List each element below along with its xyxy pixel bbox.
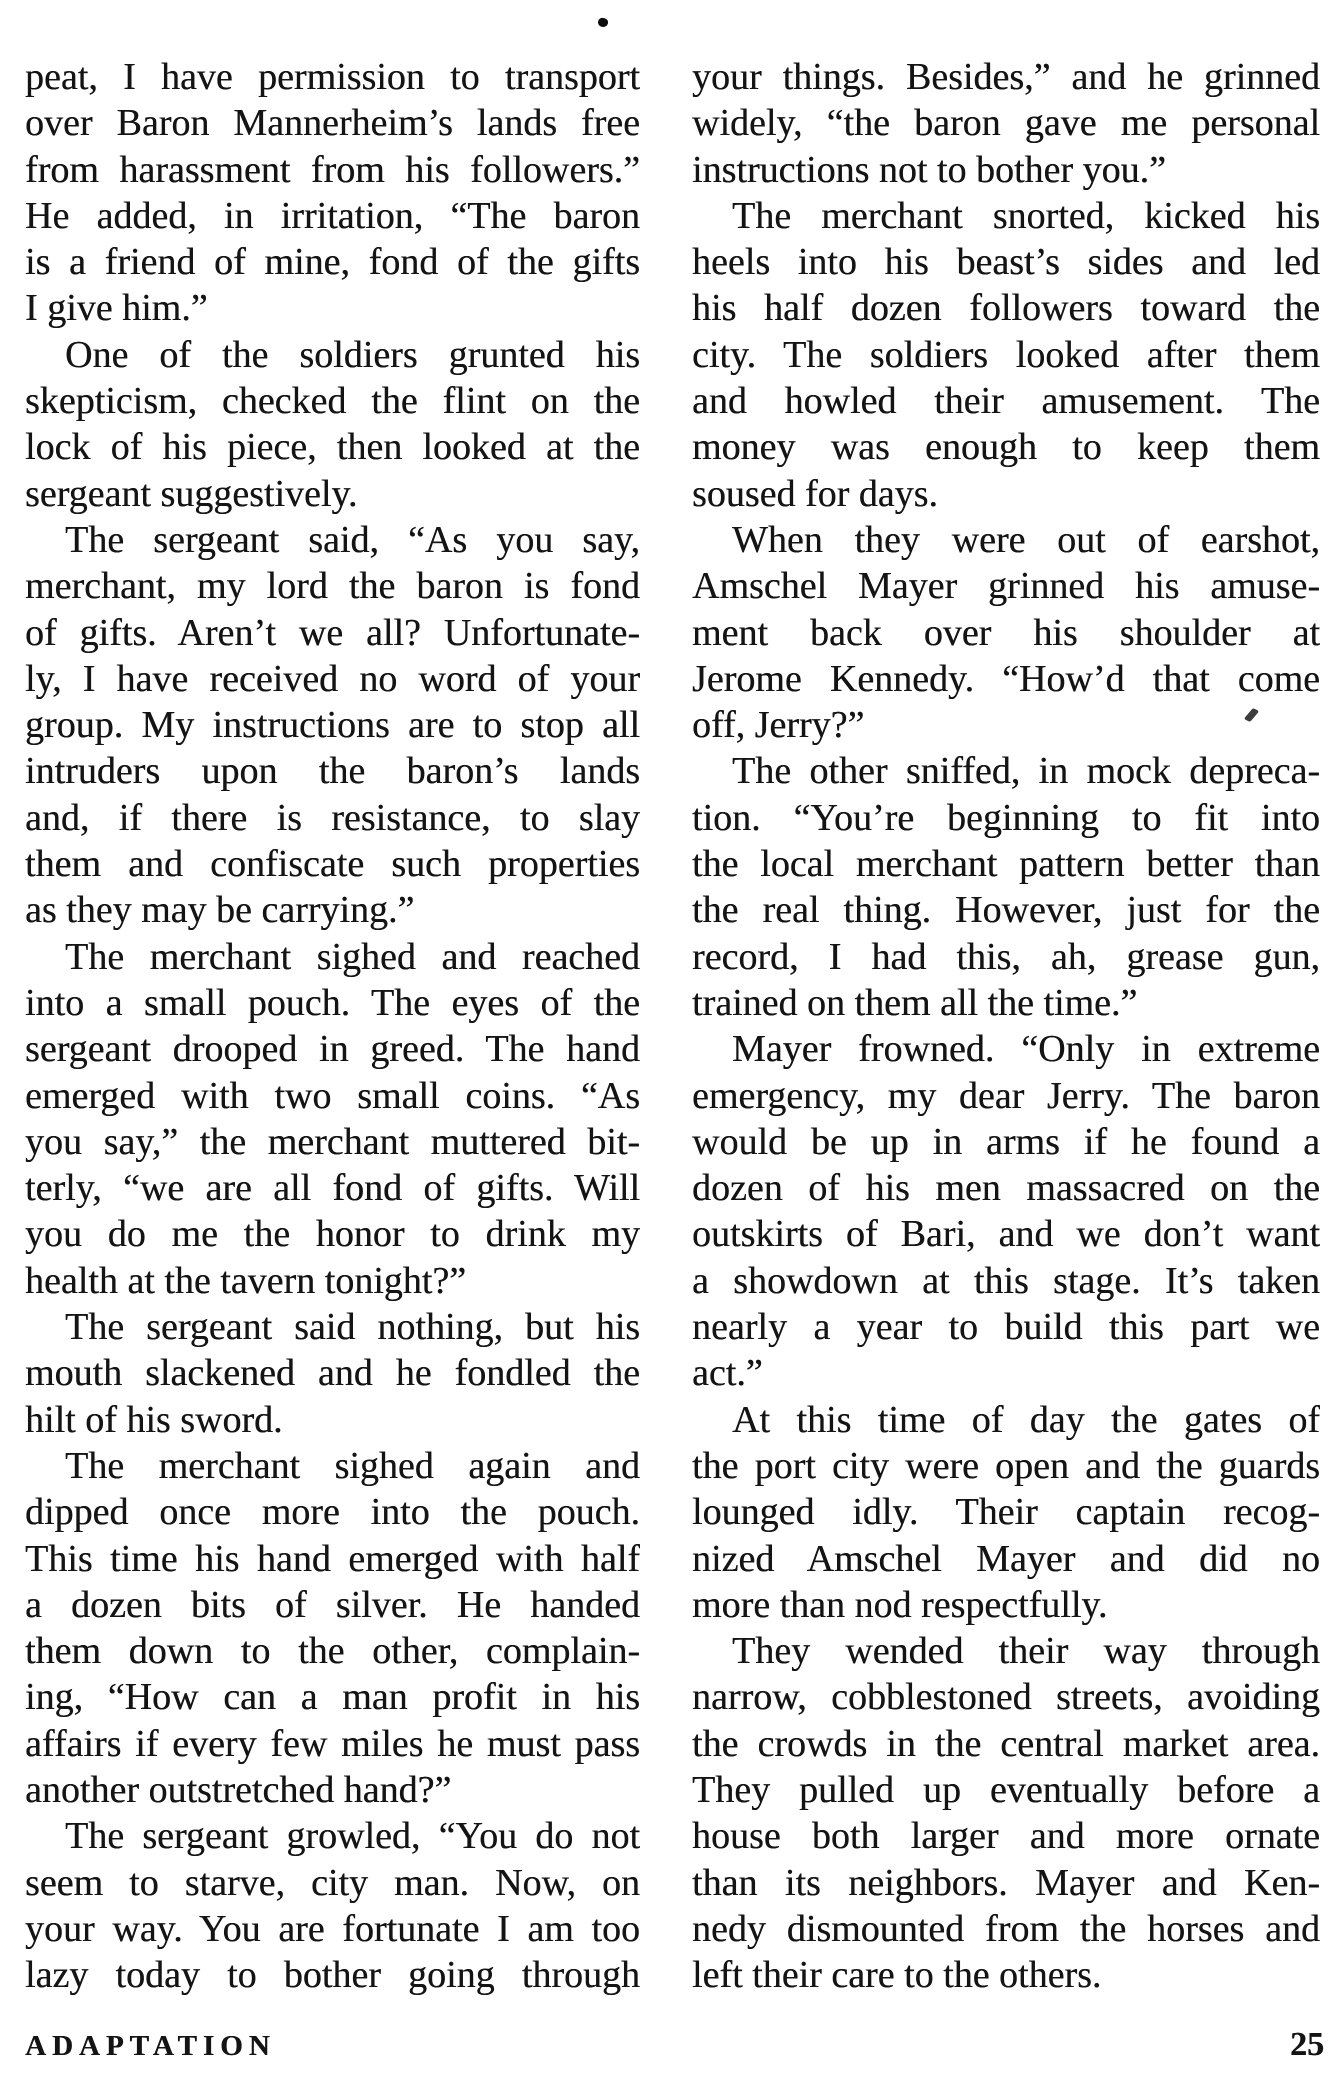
text-line: sergeant drooped in greed. The hand	[25, 1028, 640, 1071]
text-line: you say,” the merchant muttered bit-	[25, 1120, 640, 1163]
text-line: dozen of his men massacred on the	[692, 1167, 1320, 1210]
running-title: ADAPTATION	[25, 2030, 276, 2062]
text-line: house both larger and more ornate	[692, 1815, 1320, 1858]
text-line: tion. “You’re beginning to fit into	[692, 796, 1320, 839]
text-line: widely, “the baron gave me personal	[692, 102, 1320, 145]
text-line: is a friend of mine, fond of the gifts	[25, 241, 640, 284]
text-line: They wended their way through	[732, 1630, 1320, 1673]
text-line: I give him.”	[25, 287, 208, 330]
text-line: merchant, my lord the baron is fond	[25, 565, 640, 608]
text-line: hilt of his sword.	[25, 1398, 283, 1441]
text-line: the local merchant pattern better than	[692, 843, 1320, 886]
text-line: the real thing. However, just for the	[692, 889, 1320, 932]
text-line: would be up in arms if he found a	[692, 1120, 1320, 1163]
text-line: them and confiscate such properties	[25, 843, 640, 886]
text-line: heels into his beast’s sides and led	[692, 241, 1320, 284]
text-line: the crowds in the central market area.	[692, 1722, 1320, 1765]
text-line: of gifts. Aren’t we all? Unfortunate-	[25, 611, 640, 654]
text-line: left their care to the others.	[692, 1954, 1102, 1997]
text-line: lock of his piece, then looked at the	[25, 426, 640, 469]
text-line: narrow, cobblestoned streets, avoiding	[692, 1676, 1320, 1719]
text-line: record, I had this, ah, grease gun,	[692, 935, 1320, 978]
text-line: This time his hand emerged with half	[25, 1537, 640, 1580]
text-line: instructions not to bother you.”	[692, 148, 1166, 191]
text-line: ment back over his shoulder at	[692, 611, 1320, 654]
text-column-left	[25, 54, 640, 1998]
text-line: Jerome Kennedy. “How’d that come	[692, 657, 1320, 700]
text-line: terly, “we are all fond of gifts. Will	[25, 1167, 640, 1210]
text-line: mouth slackened and he fondled the	[25, 1352, 640, 1395]
text-line: The sergeant said, “As you say,	[65, 518, 640, 561]
text-line: you do me the honor to drink my	[25, 1213, 640, 1256]
text-line: health at the tavern tonight?”	[25, 1259, 467, 1302]
text-line: outskirts of Bari, and we don’t want	[692, 1213, 1320, 1256]
text-line: them down to the other, complain-	[25, 1630, 640, 1673]
text-line: nearly a year to build this part we	[692, 1306, 1320, 1349]
text-line: your things. Besides,” and he grinned	[692, 56, 1320, 98]
text-line: One of the soldiers grunted his	[65, 333, 640, 376]
text-line: his half dozen followers toward the	[692, 287, 1320, 330]
text-line: intruders upon the baron’s lands	[25, 750, 640, 793]
text-line: than its neighbors. Mayer and Ken-	[692, 1861, 1320, 1904]
ink-speck-icon	[597, 17, 609, 28]
text-line: He added, in irritation, “The baron	[25, 194, 640, 237]
text-line: Amschel Mayer grinned his amuse-	[692, 565, 1320, 608]
text-line: city. The soldiers looked after them	[692, 333, 1320, 376]
text-line: over Baron Mannerheim’s lands free	[25, 102, 640, 145]
text-line: ing, “How can a man profit in his	[25, 1676, 640, 1719]
text-line: and howled their amusement. The	[692, 380, 1320, 423]
text-line: skepticism, checked the flint on the	[25, 380, 640, 423]
text-line: money was enough to keep them	[692, 426, 1320, 469]
page-number: 25	[1290, 2026, 1324, 2063]
text-line: as they may be carrying.”	[25, 889, 415, 932]
text-line: The merchant sighed again and	[65, 1444, 640, 1487]
text-line: another outstretched hand?”	[25, 1768, 452, 1811]
text-line: off, Jerry?”	[692, 704, 865, 747]
text-line: a showdown at this stage. It’s taken	[692, 1259, 1320, 1302]
text-line: from harassment from his followers.”	[25, 148, 640, 191]
text-line: a dozen bits of silver. He handed	[25, 1583, 640, 1626]
text-line: At this time of day the gates of	[732, 1398, 1320, 1441]
text-line: The merchant snorted, kicked his	[732, 194, 1320, 237]
page-footer	[25, 2026, 1324, 2064]
text-line: lounged idly. Their captain recog-	[692, 1491, 1320, 1534]
text-line: nized Amschel Mayer and did no	[692, 1537, 1320, 1580]
text-line: ly, I have received no word of your	[25, 657, 640, 700]
text-line: nedy dismounted from the horses and	[692, 1907, 1320, 1950]
text-line: seem to starve, city man. Now, on	[25, 1861, 640, 1904]
text-line: lazy today to bother going through	[25, 1954, 640, 1997]
text-line: and, if there is resistance, to slay	[25, 796, 640, 839]
text-line: Mayer frowned. “Only in extreme	[732, 1028, 1320, 1071]
text-line: your way. You are fortunate I am too	[25, 1907, 640, 1950]
text-line: soused for days.	[692, 472, 938, 515]
text-line: act.”	[692, 1352, 763, 1395]
text-line: into a small pouch. The eyes of the	[25, 981, 640, 1024]
text-line: emerged with two small coins. “As	[25, 1074, 640, 1117]
text-line: emergency, my dear Jerry. The baron	[692, 1074, 1320, 1117]
text-line: affairs if every few miles he must pass	[25, 1722, 640, 1765]
text-line: the port city were open and the guards	[692, 1444, 1320, 1487]
text-line: trained on them all the time.”	[692, 981, 1138, 1024]
text-line: The other sniffed, in mock depreca-	[732, 750, 1320, 793]
text-line: sergeant suggestively.	[25, 472, 358, 515]
text-line: The sergeant growled, “You do not	[65, 1815, 640, 1858]
text-line: They pulled up eventually before a	[692, 1768, 1320, 1811]
text-line: When they were out of earshot,	[732, 518, 1320, 561]
text-line: dipped once more into the pouch.	[25, 1491, 640, 1534]
text-line: peat, I have permission to transport	[25, 56, 640, 98]
text-line: more than nod respectfully.	[692, 1583, 1108, 1626]
text-line: The merchant sighed and reached	[65, 935, 640, 978]
text-column-right	[692, 54, 1320, 1998]
text-line: group. My instructions are to stop all	[25, 704, 640, 747]
text-line: The sergeant said nothing, but his	[65, 1306, 640, 1349]
